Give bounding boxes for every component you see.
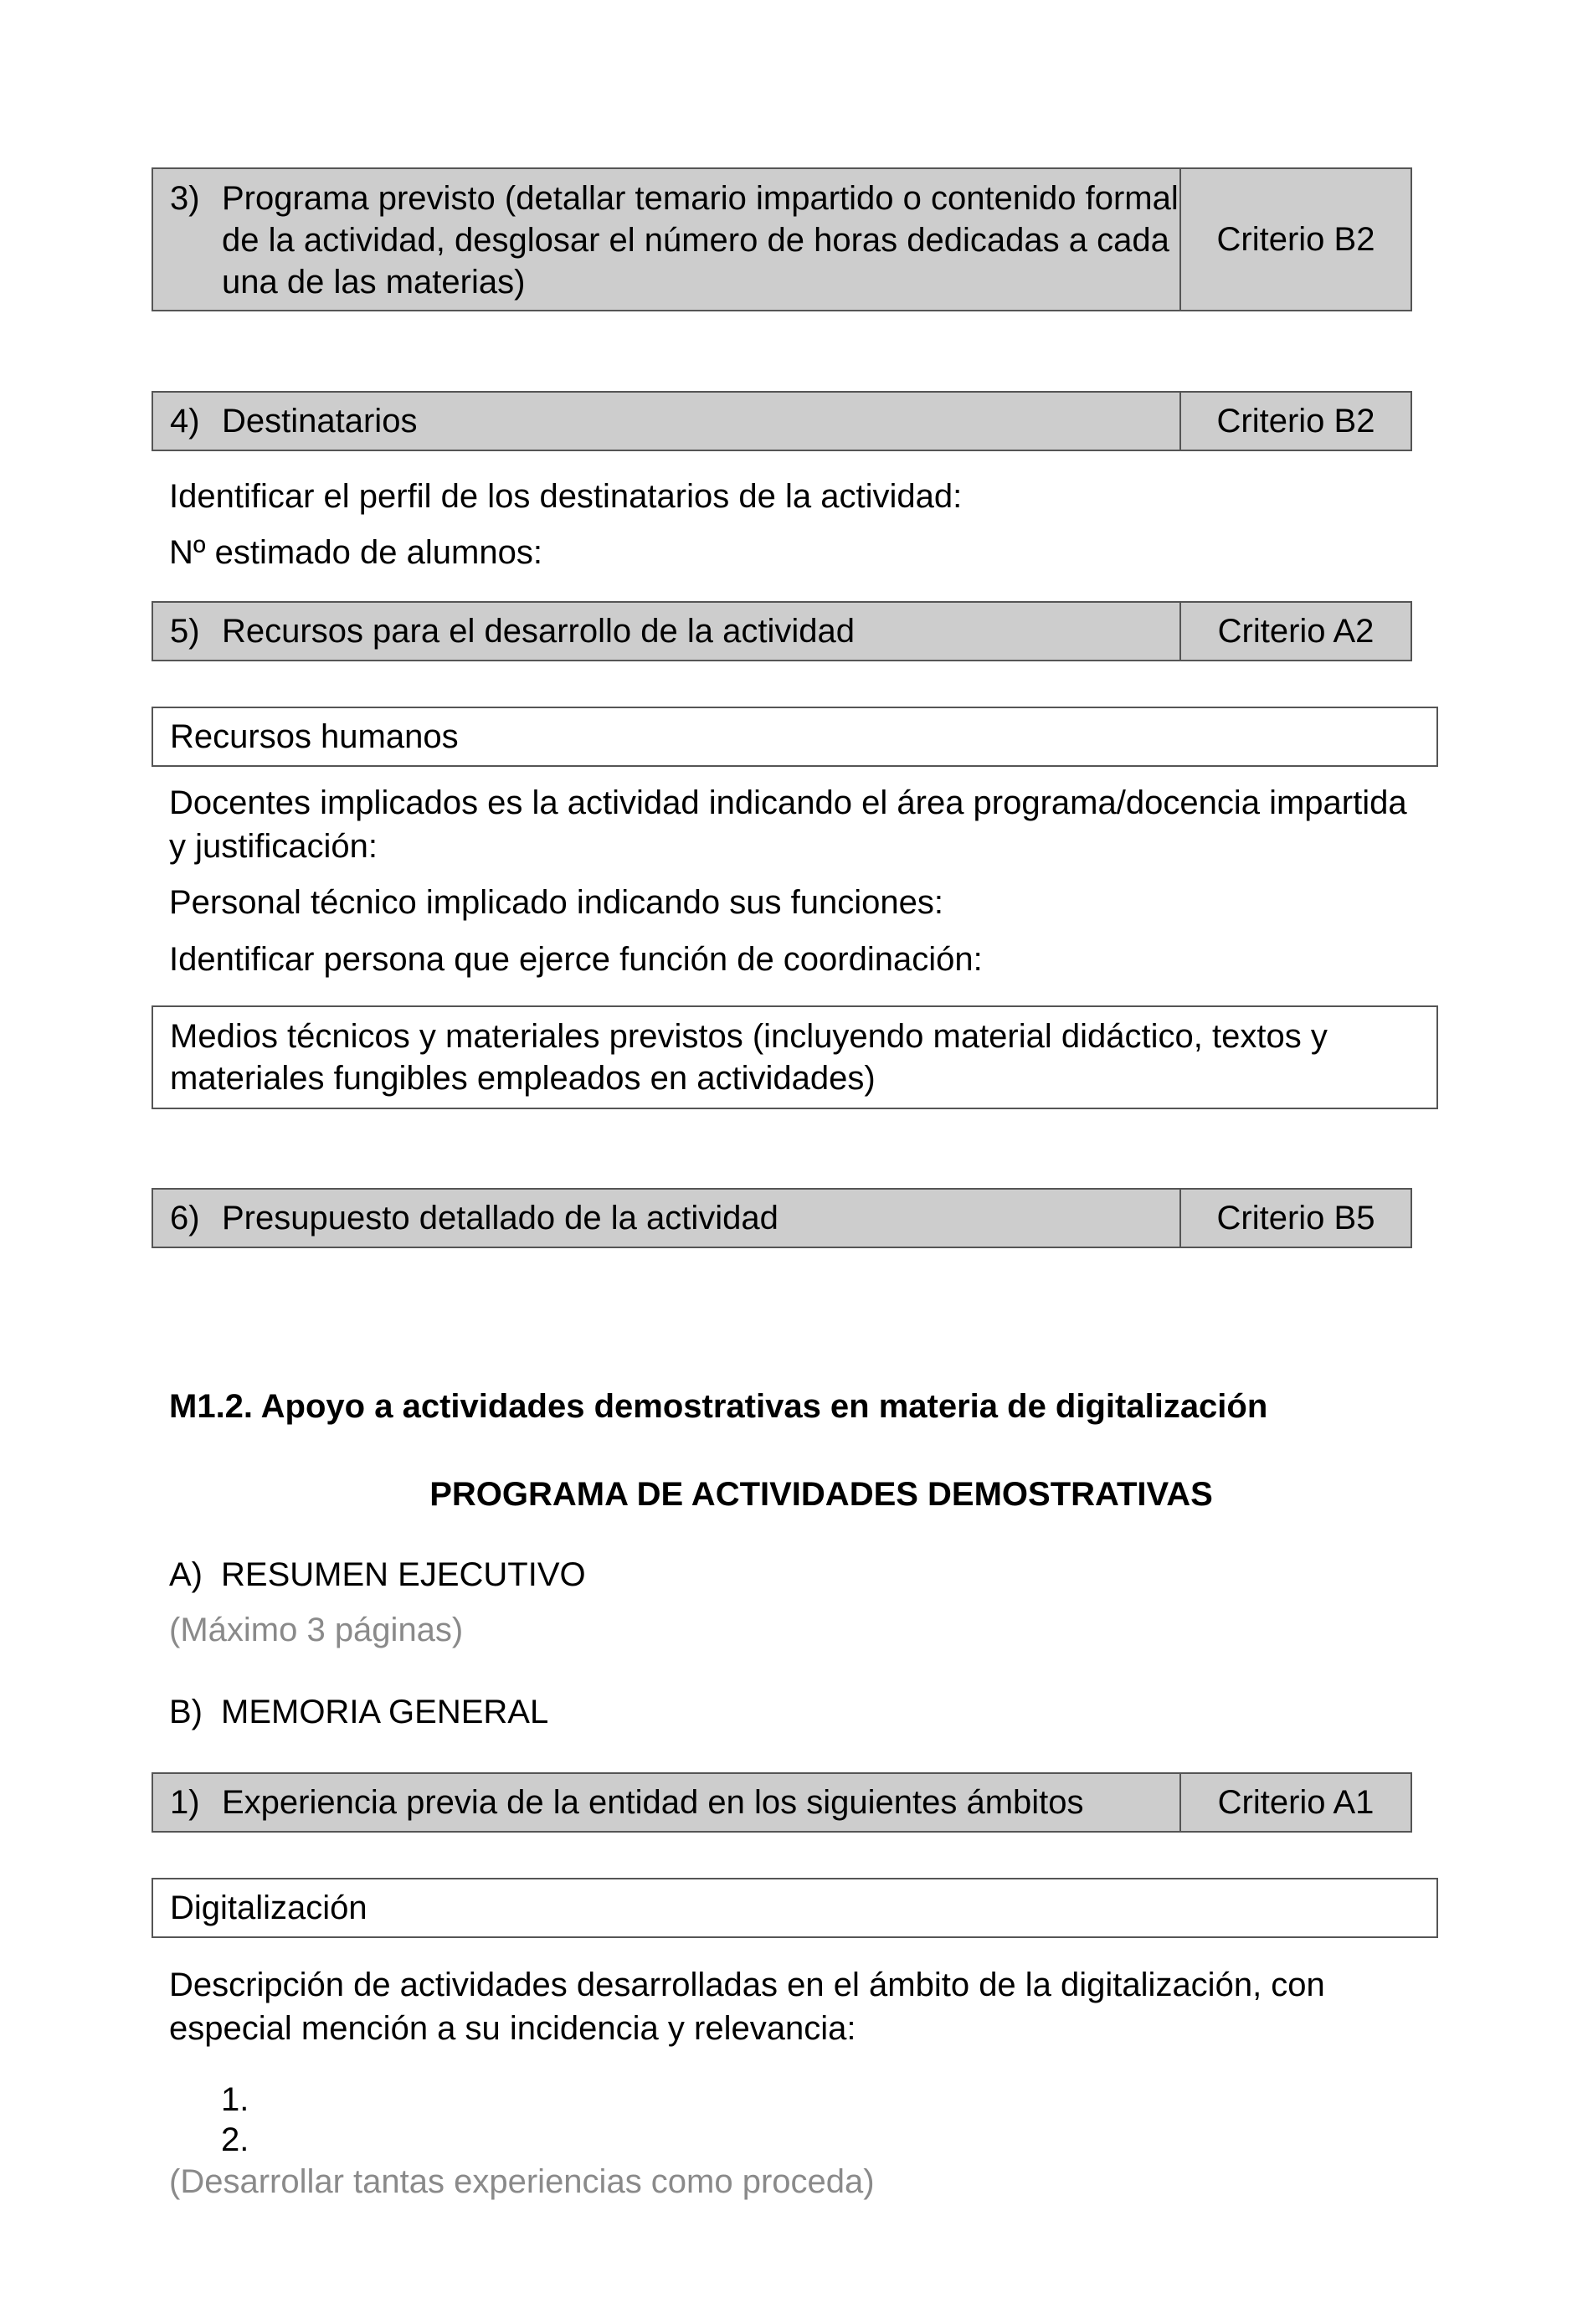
section-label: Programa previsto (detallar temario impartido o contenido formal de la actividad, desglosar el número de horas dedicadas a cada una de las materias) — [222, 180, 1179, 301]
medios-tecnicos-box — [152, 1005, 1438, 1109]
criterio-table-1-label-cell — [153, 1774, 1179, 1831]
maximo-paginas-note: (Máximo 3 páginas) — [169, 1612, 464, 1648]
criterio-table-6-label-cell — [153, 1190, 1179, 1247]
list-item-2: 2. — [221, 2121, 249, 2158]
item-letter: B) — [169, 1694, 203, 1730]
section-number: 1) — [170, 1784, 200, 1821]
list-item-1: 1. — [221, 2081, 249, 2118]
section-label: Experiencia previa de la entidad en los siguientes ámbitos — [222, 1784, 1084, 1821]
criterio-cell: Criterio B5 — [1179, 1190, 1411, 1247]
coordinacion-text: Identificar persona que ejerce función de coordinación: — [169, 941, 983, 978]
criterio-cell: Criterio A2 — [1179, 603, 1411, 660]
criterio-cell: Criterio B2 — [1179, 169, 1411, 310]
docentes-implicados-text: Docentes implicados es la actividad indicando el área programa/docencia impartida y justificación: — [169, 784, 1407, 865]
section-label: Presupuesto detallado de la actividad — [222, 1200, 779, 1237]
recursos-humanos-box — [152, 707, 1438, 767]
programa-heading: PROGRAMA DE ACTIVIDADES DEMOSTRATIVAS — [429, 1476, 1213, 1513]
destinatarios-perfil-text: Identificar el perfil de los destinatarios de la actividad: — [169, 478, 963, 515]
criterio-table-5 — [152, 601, 1412, 661]
section-label: Destinatarios — [222, 403, 418, 440]
criterio-table-1 — [152, 1772, 1412, 1833]
item-label: MEMORIA GENERAL — [221, 1694, 549, 1730]
criterio-table-3 — [152, 167, 1412, 311]
item-label: RESUMEN EJECUTIVO — [221, 1556, 586, 1593]
digitalizacion-box — [152, 1878, 1438, 1938]
digitalizacion-title: Digitalización — [170, 1890, 367, 1926]
criterio-cell: Criterio A1 — [1179, 1774, 1411, 1831]
resumen-ejecutivo-item — [169, 1553, 586, 1596]
digitalizacion-description: Descripción de actividades desarrolladas en el ámbito de la digitalización, con especial mención a su incidencia y relevancia: — [169, 1967, 1325, 2047]
section-number: 4) — [170, 403, 200, 440]
m12-heading: M1.2. Apoyo a actividades demostrativas en materia de digitalización — [169, 1388, 1268, 1425]
criterio-table-5-label-cell — [153, 603, 1179, 660]
alumnos-estimados-text: Nº estimado de alumnos: — [169, 534, 542, 571]
criterio-table-3-label-cell — [153, 169, 1179, 310]
section-number: 5) — [170, 613, 200, 650]
section-number: 3) — [170, 180, 200, 217]
desarrollar-note: (Desarrollar tantas experiencias como proceda) — [169, 2163, 875, 2200]
section-number: 6) — [170, 1200, 200, 1237]
medios-tecnicos-title: Medios técnicos y materiales previstos (incluyendo material didáctico, textos y materiales fungibles empleados en actividades) — [170, 1018, 1328, 1097]
criterio-table-4-label-cell — [153, 393, 1179, 450]
criterio-table-4 — [152, 391, 1412, 451]
personal-tecnico-text: Personal técnico implicado indicando sus funciones: — [169, 884, 943, 921]
section-label: Recursos para el desarrollo de la actividad — [222, 613, 855, 650]
recursos-humanos-title: Recursos humanos — [170, 718, 459, 755]
criterio-table-6 — [152, 1188, 1412, 1248]
memoria-general-item — [169, 1690, 548, 1734]
criterio-cell: Criterio B2 — [1179, 393, 1411, 450]
item-letter: A) — [169, 1556, 203, 1593]
